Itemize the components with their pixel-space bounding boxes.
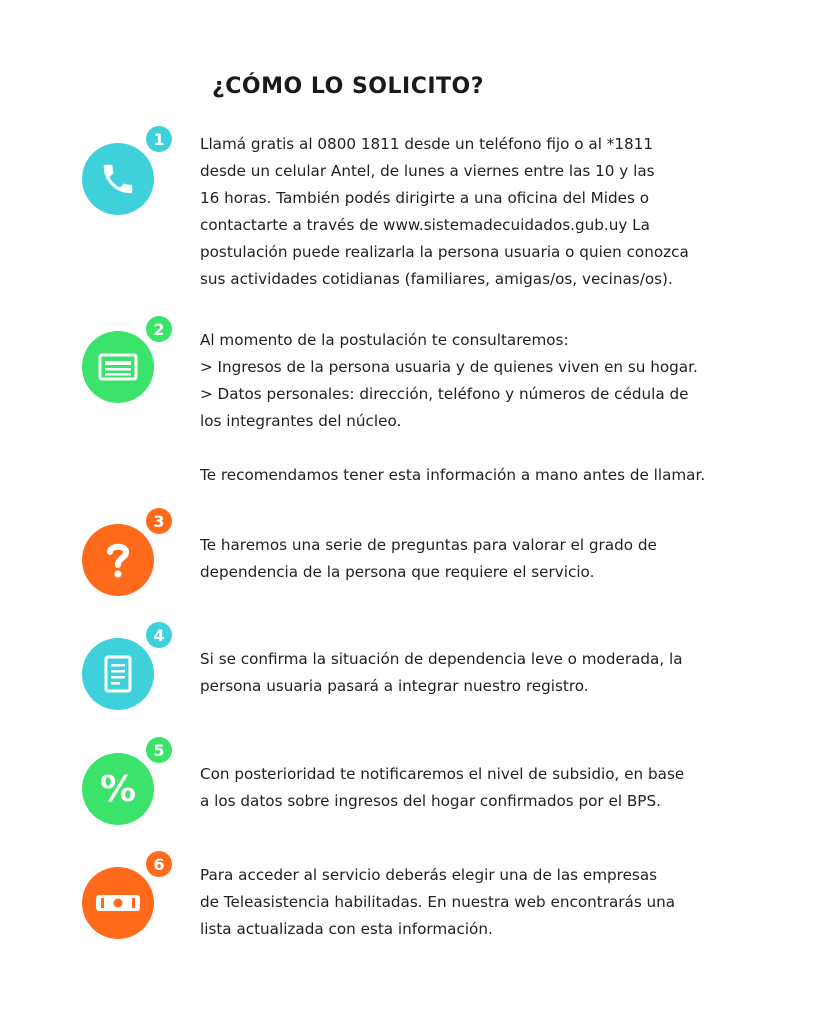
step-4-circle [82,638,154,710]
step-1-circle [82,143,154,215]
step-5-number-badge: 5 [146,737,172,763]
step-1-text [200,131,770,293]
step-3-text [200,532,770,586]
step-2-number-badge: 2 [146,316,172,342]
step-3-circle [82,524,154,596]
step-1-line: Llamá gratis al 0800 1811 desde un teléfono fijo o al *1811 [200,135,653,153]
step-3-number-badge: 3 [146,508,172,534]
step-2-line: los integrantes del núcleo. [200,412,402,430]
step-4-line: Si se confirma la situación de dependencia leve o moderada, la [200,650,683,668]
step-1-line: postulación puede realizarla la persona usuaria o quien conozca [200,243,689,261]
document-icon [103,655,133,693]
page-title: ¿CÓMO LO SOLICITO? [212,74,485,99]
step-2-line: > Datos personales: dirección, teléfono y números de cédula de [200,385,689,403]
step-5-line: a los datos sobre ingresos del hogar confirmados por el BPS. [200,792,661,810]
step-1-line: sus actividades cotidianas (familiares, amigas/os, vecinas/os). [200,270,673,288]
step-1-line: 16 horas. También podés dirigirte a una oficina del Mides o [200,189,650,207]
step-4-line: persona usuaria pasará a integrar nuestro registro. [200,677,589,695]
step-6-number-badge: 6 [146,851,172,877]
question-icon [103,540,133,580]
step-1-number-badge: 1 [146,126,172,152]
step-4-text [200,646,770,700]
step-2-line: Al momento de la postulación te consultaremos: [200,331,569,349]
step-2-line: > Ingresos de la persona usuaria y de quienes viven en su hogar. [200,358,698,376]
phone-icon [99,160,137,198]
step-5-circle [82,753,154,825]
step-5-line: Con posterioridad te notificaremos el nivel de subsidio, en base [200,765,685,783]
id-card-icon [98,352,138,382]
step-2-text [200,327,770,489]
wristband-icon [94,891,142,915]
step-6-line: lista actualizada con esta información. [200,920,493,938]
step-6-line: Para acceder al servicio deberás elegir una de las empresas [200,866,658,884]
step-6-line: de Teleasistencia habilitadas. En nuestra web encontrarás una [200,893,676,911]
percent-icon: % [99,768,137,810]
step-4-number-badge: 4 [146,622,172,648]
step-1-line: contactarte a través de www.sistemadecuidados.gub.uy La [200,216,650,234]
step-6-text [200,862,770,943]
step-2-circle [82,331,154,403]
step-3-line: dependencia de la persona que requiere el servicio. [200,563,595,581]
step-2-note: Te recomendamos tener esta información a mano antes de llamar. [200,466,706,484]
step-6-circle [82,867,154,939]
step-3-line: Te haremos una serie de preguntas para valorar el grado de [200,536,657,554]
step-1-line: desde un celular Antel, de lunes a viernes entre las 10 y las [200,162,655,180]
step-5-text [200,761,770,815]
